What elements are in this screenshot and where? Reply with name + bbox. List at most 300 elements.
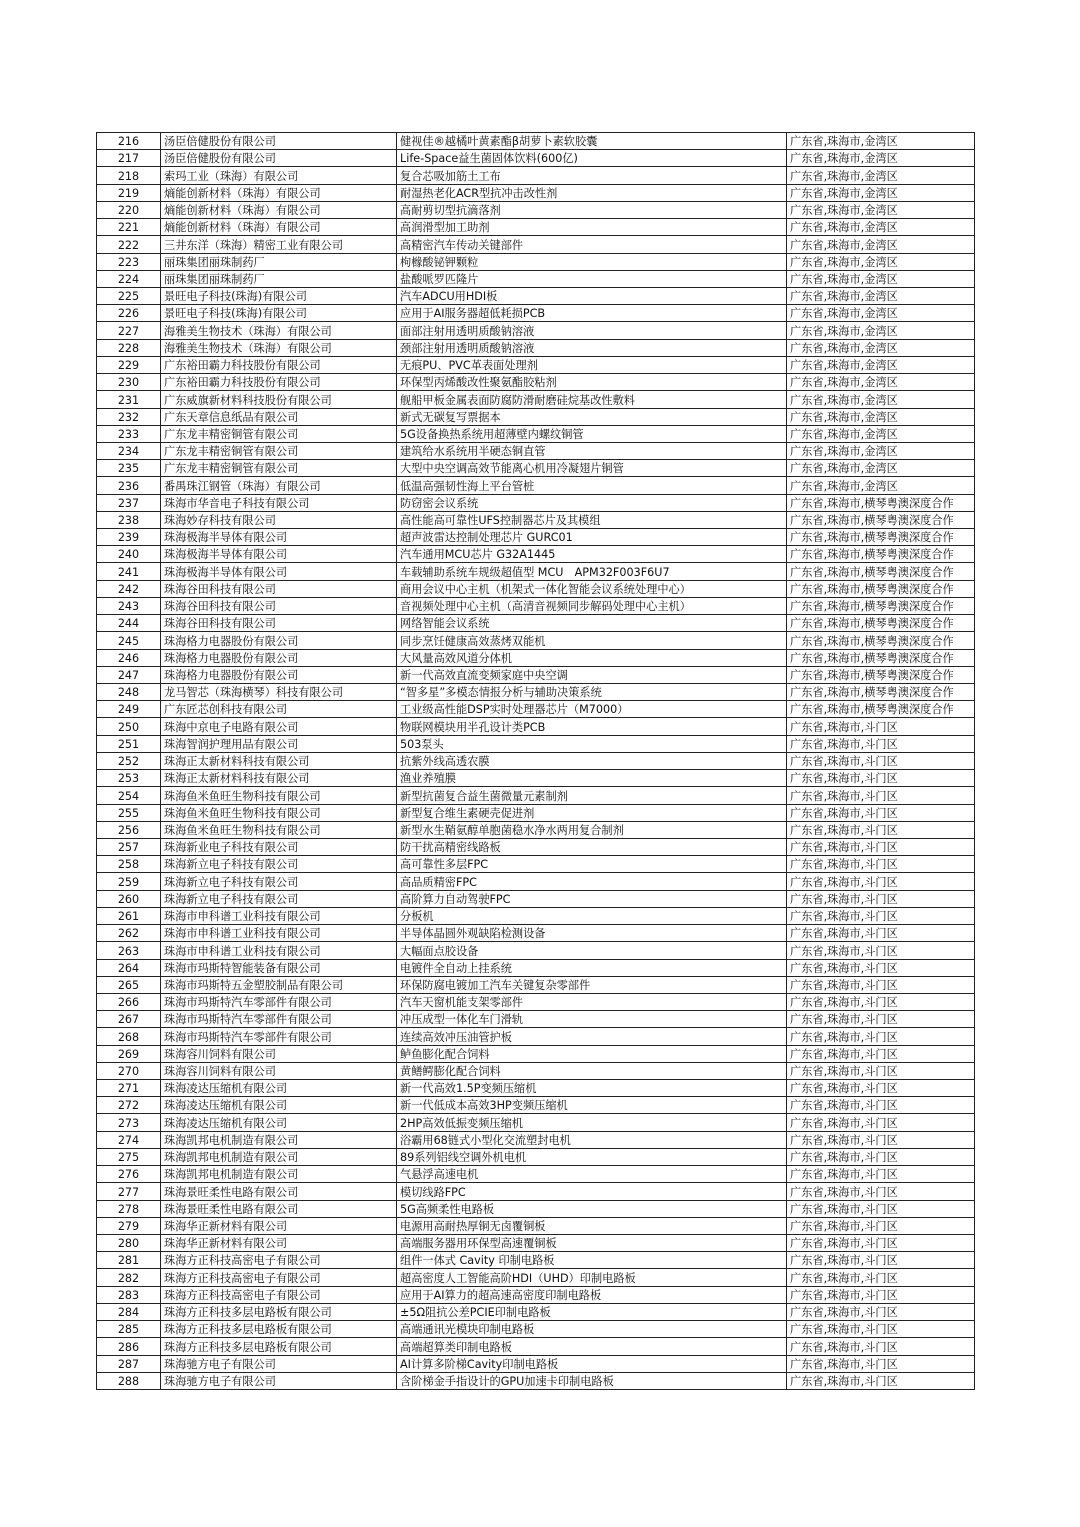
table-row bbox=[97, 305, 975, 322]
table-row bbox=[97, 1321, 975, 1338]
region-cell: 广东省,珠海市,斗门区 bbox=[787, 1131, 975, 1148]
product-cell: 浴霸用68链式小型化交流塑封电机 bbox=[397, 1131, 787, 1148]
product-cell: 鲈鱼膨化配合饲料 bbox=[397, 1045, 787, 1062]
row-number-cell: 270 bbox=[97, 1062, 161, 1079]
region-cell: 广东省,珠海市,金湾区 bbox=[787, 270, 975, 287]
row-number-cell: 251 bbox=[97, 735, 161, 752]
region-cell: 广东省,珠海市,斗门区 bbox=[787, 838, 975, 855]
table-row bbox=[97, 976, 975, 993]
region-cell: 广东省,珠海市,斗门区 bbox=[787, 1080, 975, 1097]
table-row bbox=[97, 460, 975, 477]
region-cell: 广东省,珠海市,斗门区 bbox=[787, 925, 975, 942]
region-cell: 广东省,珠海市,斗门区 bbox=[787, 976, 975, 993]
company-cell: 珠海凯邦电机制造有限公司 bbox=[161, 1166, 397, 1183]
table-row bbox=[97, 787, 975, 804]
product-cell: 高端通讯光模块印制电路板 bbox=[397, 1321, 787, 1338]
table-row bbox=[97, 907, 975, 924]
table-row bbox=[97, 1097, 975, 1114]
product-cell: 503泵头 bbox=[397, 735, 787, 752]
product-cell: AI计算多阶梯Cavity印制电路板 bbox=[397, 1355, 787, 1372]
product-cell: 颈部注射用透明质酸钠溶液 bbox=[397, 339, 787, 356]
company-cell: 珠海极海半导体有限公司 bbox=[161, 563, 397, 580]
product-cell: ±5Ω阻抗公差PCIE印制电路板 bbox=[397, 1303, 787, 1320]
company-cell: 珠海中京电子电路有限公司 bbox=[161, 718, 397, 735]
region-cell: 广东省,珠海市,横琴粤澳深度合作 bbox=[787, 546, 975, 563]
row-number-cell: 258 bbox=[97, 856, 161, 873]
product-cell: 高端超算类印制电路板 bbox=[397, 1338, 787, 1355]
table-row bbox=[97, 597, 975, 614]
table-row bbox=[97, 546, 975, 563]
company-cell: 珠海方正科技多层电路板有限公司 bbox=[161, 1303, 397, 1320]
table-row bbox=[97, 1148, 975, 1165]
region-cell: 广东省,珠海市,横琴粤澳深度合作 bbox=[787, 615, 975, 632]
region-cell: 广东省,珠海市,斗门区 bbox=[787, 890, 975, 907]
company-cell: 海雅美生物技术（珠海）有限公司 bbox=[161, 322, 397, 339]
region-cell: 广东省,珠海市,斗门区 bbox=[787, 752, 975, 769]
company-cell: 珠海新立电子科技有限公司 bbox=[161, 873, 397, 890]
row-number-cell: 276 bbox=[97, 1166, 161, 1183]
company-cell: 珠海市申科谱工业科技有限公司 bbox=[161, 942, 397, 959]
table-row bbox=[97, 718, 975, 735]
region-cell: 广东省,珠海市,斗门区 bbox=[787, 1321, 975, 1338]
row-number-cell: 231 bbox=[97, 391, 161, 408]
company-cell: 熵能创新材料（珠海）有限公司 bbox=[161, 184, 397, 201]
table-row bbox=[97, 219, 975, 236]
region-cell: 广东省,珠海市,斗门区 bbox=[787, 1062, 975, 1079]
company-cell: 珠海方正科技多层电路板有限公司 bbox=[161, 1338, 397, 1355]
row-number-cell: 275 bbox=[97, 1148, 161, 1165]
region-cell: 广东省,珠海市,斗门区 bbox=[787, 907, 975, 924]
company-cell: 珠海凌达压缩机有限公司 bbox=[161, 1114, 397, 1131]
company-cell: 汤臣倍健股份有限公司 bbox=[161, 133, 397, 150]
product-cell: 组件一体式 Cavity 印制电路板 bbox=[397, 1252, 787, 1269]
company-cell: 珠海方正科技多层电路板有限公司 bbox=[161, 1321, 397, 1338]
region-cell: 广东省,珠海市,斗门区 bbox=[787, 1183, 975, 1200]
product-cell: Life-Space益生菌固体饮料(600亿) bbox=[397, 150, 787, 167]
row-number-cell: 246 bbox=[97, 649, 161, 666]
product-cell: 面部注射用透明质酸钠溶液 bbox=[397, 322, 787, 339]
product-cell: 高阶算力自动驾驶FPC bbox=[397, 890, 787, 907]
region-cell: 广东省,珠海市,斗门区 bbox=[787, 1097, 975, 1114]
company-cell: 珠海格力电器股份有限公司 bbox=[161, 649, 397, 666]
row-number-cell: 221 bbox=[97, 219, 161, 236]
company-cell: 珠海方正科技高密电子有限公司 bbox=[161, 1269, 397, 1286]
company-cell: 珠海谷田科技有限公司 bbox=[161, 615, 397, 632]
region-cell: 广东省,珠海市,斗门区 bbox=[787, 787, 975, 804]
product-cell: 渔业养殖膜 bbox=[397, 770, 787, 787]
region-cell: 广东省,珠海市,金湾区 bbox=[787, 477, 975, 494]
row-number-cell: 222 bbox=[97, 236, 161, 253]
region-cell: 广东省,珠海市,斗门区 bbox=[787, 1114, 975, 1131]
region-cell: 广东省,珠海市,横琴粤澳深度合作 bbox=[787, 580, 975, 597]
region-cell: 广东省,珠海市,斗门区 bbox=[787, 1338, 975, 1355]
row-number-cell: 232 bbox=[97, 408, 161, 425]
table-row bbox=[97, 1080, 975, 1097]
row-number-cell: 278 bbox=[97, 1200, 161, 1217]
product-cell: 高品质精密FPC bbox=[397, 873, 787, 890]
company-cell: 珠海极海半导体有限公司 bbox=[161, 529, 397, 546]
table-row bbox=[97, 1355, 975, 1372]
company-cell: 珠海格力电器股份有限公司 bbox=[161, 666, 397, 683]
row-number-cell: 285 bbox=[97, 1321, 161, 1338]
product-cell: 新一代低成本高效3HP变频压缩机 bbox=[397, 1097, 787, 1114]
product-cell: 含阶梯金手指设计的GPU加速卡印制电路板 bbox=[397, 1372, 787, 1389]
company-cell: 珠海新业电子科技有限公司 bbox=[161, 838, 397, 855]
region-cell: 广东省,珠海市,金湾区 bbox=[787, 425, 975, 442]
region-cell: 广东省,珠海市,斗门区 bbox=[787, 770, 975, 787]
region-cell: 广东省,珠海市,斗门区 bbox=[787, 1148, 975, 1165]
row-number-cell: 277 bbox=[97, 1183, 161, 1200]
row-number-cell: 267 bbox=[97, 1011, 161, 1028]
product-list-table bbox=[96, 132, 975, 1390]
table-row bbox=[97, 1269, 975, 1286]
company-cell: 珠海容川饲料有限公司 bbox=[161, 1045, 397, 1062]
row-number-cell: 273 bbox=[97, 1114, 161, 1131]
product-cell: 新一代高效1.5P变频压缩机 bbox=[397, 1080, 787, 1097]
region-cell: 广东省,珠海市,横琴粤澳深度合作 bbox=[787, 563, 975, 580]
company-cell: 索玛工业（珠海）有限公司 bbox=[161, 167, 397, 184]
product-cell: 新型水生鞘氨醇单胞菌稳水净水两用复合制剂 bbox=[397, 821, 787, 838]
row-number-cell: 262 bbox=[97, 925, 161, 942]
product-cell: 冲压成型一体化车门滑轨 bbox=[397, 1011, 787, 1028]
company-cell: 珠海景旺柔性电路有限公司 bbox=[161, 1183, 397, 1200]
region-cell: 广东省,珠海市,横琴粤澳深度合作 bbox=[787, 701, 975, 718]
row-number-cell: 252 bbox=[97, 752, 161, 769]
company-cell: 珠海市玛斯特汽车零部件有限公司 bbox=[161, 1028, 397, 1045]
product-cell: 环保型丙烯酸改性聚氨酯胶粘剂 bbox=[397, 374, 787, 391]
product-cell: 汽车通用MCU芯片 G32A1445 bbox=[397, 546, 787, 563]
row-number-cell: 272 bbox=[97, 1097, 161, 1114]
region-cell: 广东省,珠海市,金湾区 bbox=[787, 460, 975, 477]
region-cell: 广东省,珠海市,金湾区 bbox=[787, 391, 975, 408]
company-cell: 番禺珠江钢管（珠海）有限公司 bbox=[161, 477, 397, 494]
product-cell: 无痕PU、PVC革表面处理剂 bbox=[397, 356, 787, 373]
region-cell: 广东省,珠海市,金湾区 bbox=[787, 236, 975, 253]
company-cell: 珠海华正新材料有限公司 bbox=[161, 1235, 397, 1252]
row-number-cell: 226 bbox=[97, 305, 161, 322]
table-row bbox=[97, 236, 975, 253]
table-row bbox=[97, 993, 975, 1010]
product-cell: 新型抗菌复合益生菌微量元素制剂 bbox=[397, 787, 787, 804]
table-row bbox=[97, 442, 975, 459]
product-cell: 枸橼酸铋钾颗粒 bbox=[397, 253, 787, 270]
company-cell: 珠海鱼米鱼旺生物科技有限公司 bbox=[161, 821, 397, 838]
region-cell: 广东省,珠海市,金湾区 bbox=[787, 322, 975, 339]
table-row bbox=[97, 684, 975, 701]
company-cell: 广东龙丰精密铜管有限公司 bbox=[161, 460, 397, 477]
region-cell: 广东省,珠海市,金湾区 bbox=[787, 408, 975, 425]
row-number-cell: 237 bbox=[97, 494, 161, 511]
product-cell: 耐湿热老化ACR型抗冲击改性剂 bbox=[397, 184, 787, 201]
company-cell: 珠海容川饲料有限公司 bbox=[161, 1062, 397, 1079]
company-cell: 珠海鱼米鱼旺生物科技有限公司 bbox=[161, 787, 397, 804]
row-number-cell: 233 bbox=[97, 425, 161, 442]
product-cell: 高润滑型加工助剂 bbox=[397, 219, 787, 236]
product-cell: 环保防腐电镀加工汽车关键复杂零部件 bbox=[397, 976, 787, 993]
company-cell: 珠海凌达压缩机有限公司 bbox=[161, 1097, 397, 1114]
row-number-cell: 260 bbox=[97, 890, 161, 907]
region-cell: 广东省,珠海市,斗门区 bbox=[787, 942, 975, 959]
region-cell: 广东省,珠海市,斗门区 bbox=[787, 1269, 975, 1286]
region-cell: 广东省,珠海市,金湾区 bbox=[787, 133, 975, 150]
product-cell: 盐酸哌罗匹隆片 bbox=[397, 270, 787, 287]
row-number-cell: 234 bbox=[97, 442, 161, 459]
row-number-cell: 283 bbox=[97, 1286, 161, 1303]
table-row bbox=[97, 201, 975, 218]
region-cell: 广东省,珠海市,斗门区 bbox=[787, 1011, 975, 1028]
product-cell: 高性能高可靠性UFS控制器芯片及其模组 bbox=[397, 511, 787, 528]
region-cell: 广东省,珠海市,斗门区 bbox=[787, 718, 975, 735]
region-cell: 广东省,珠海市,斗门区 bbox=[787, 804, 975, 821]
product-cell: 89系列铝线空调外机电机 bbox=[397, 1148, 787, 1165]
table-row bbox=[97, 133, 975, 150]
region-cell: 广东省,珠海市,横琴粤澳深度合作 bbox=[787, 511, 975, 528]
table-row bbox=[97, 701, 975, 718]
company-cell: 广东龙丰精密铜管有限公司 bbox=[161, 442, 397, 459]
table-row bbox=[97, 890, 975, 907]
product-cell: 汽车ADCU用HDI板 bbox=[397, 287, 787, 304]
product-cell: 气悬浮高速电机 bbox=[397, 1166, 787, 1183]
table-row bbox=[97, 1114, 975, 1131]
company-cell: 海雅美生物技术（珠海）有限公司 bbox=[161, 339, 397, 356]
table-row bbox=[97, 1011, 975, 1028]
table-row bbox=[97, 184, 975, 201]
row-number-cell: 224 bbox=[97, 270, 161, 287]
table-row bbox=[97, 150, 975, 167]
product-cell: 模切线路FPC bbox=[397, 1183, 787, 1200]
product-cell: 大幅面点胶设备 bbox=[397, 942, 787, 959]
company-cell: 珠海正太新材料科技有限公司 bbox=[161, 770, 397, 787]
company-cell: 珠海智润护理用品有限公司 bbox=[161, 735, 397, 752]
row-number-cell: 216 bbox=[97, 133, 161, 150]
company-cell: 珠海华正新材料有限公司 bbox=[161, 1217, 397, 1234]
product-cell: 高精密汽车传动关键部件 bbox=[397, 236, 787, 253]
region-cell: 广东省,珠海市,斗门区 bbox=[787, 1355, 975, 1372]
table-row bbox=[97, 959, 975, 976]
table-row bbox=[97, 615, 975, 632]
product-cell: 低温高强韧性海上平台管桩 bbox=[397, 477, 787, 494]
product-cell: 复合芯吸加筋土工布 bbox=[397, 167, 787, 184]
company-cell: 景旺电子科技(珠海)有限公司 bbox=[161, 305, 397, 322]
row-number-cell: 217 bbox=[97, 150, 161, 167]
region-cell: 广东省,珠海市,斗门区 bbox=[787, 1200, 975, 1217]
table-row bbox=[97, 477, 975, 494]
product-cell: 新型复合维生素硬壳促进剂 bbox=[397, 804, 787, 821]
table-row bbox=[97, 408, 975, 425]
region-cell: 广东省,珠海市,金湾区 bbox=[787, 167, 975, 184]
table-row bbox=[97, 1166, 975, 1183]
region-cell: 广东省,珠海市,斗门区 bbox=[787, 1252, 975, 1269]
table-row bbox=[97, 511, 975, 528]
region-cell: 广东省,珠海市,金湾区 bbox=[787, 442, 975, 459]
table-row bbox=[97, 1131, 975, 1148]
row-number-cell: 227 bbox=[97, 322, 161, 339]
company-cell: 三井东洋（珠海）精密工业有限公司 bbox=[161, 236, 397, 253]
row-number-cell: 228 bbox=[97, 339, 161, 356]
row-number-cell: 236 bbox=[97, 477, 161, 494]
company-cell: 丽珠集团丽珠制药厂 bbox=[161, 270, 397, 287]
region-cell: 广东省,珠海市,金湾区 bbox=[787, 356, 975, 373]
company-cell: 丽珠集团丽珠制药厂 bbox=[161, 253, 397, 270]
product-cell: 同步烹饪健康高效蒸烤双能机 bbox=[397, 632, 787, 649]
product-cell: 5G高频柔性电路板 bbox=[397, 1200, 787, 1217]
table-row bbox=[97, 1045, 975, 1062]
row-number-cell: 240 bbox=[97, 546, 161, 563]
company-cell: 珠海凌达压缩机有限公司 bbox=[161, 1080, 397, 1097]
table-row bbox=[97, 494, 975, 511]
region-cell: 广东省,珠海市,斗门区 bbox=[787, 1217, 975, 1234]
table-row bbox=[97, 735, 975, 752]
region-cell: 广东省,珠海市,横琴粤澳深度合作 bbox=[787, 632, 975, 649]
row-number-cell: 241 bbox=[97, 563, 161, 580]
region-cell: 广东省,珠海市,斗门区 bbox=[787, 1235, 975, 1252]
company-cell: 珠海极海半导体有限公司 bbox=[161, 546, 397, 563]
row-number-cell: 264 bbox=[97, 959, 161, 976]
company-cell: 珠海新立电子科技有限公司 bbox=[161, 856, 397, 873]
table-row bbox=[97, 167, 975, 184]
company-cell: 广东威旗新材料科技股份有限公司 bbox=[161, 391, 397, 408]
product-cell: 半导体晶圆外观缺陷检测设备 bbox=[397, 925, 787, 942]
product-cell: 应用于AI服务器超低耗损PCB bbox=[397, 305, 787, 322]
region-cell: 广东省,珠海市,金湾区 bbox=[787, 219, 975, 236]
table-row bbox=[97, 1235, 975, 1252]
product-cell: 舰船甲板金属表面防腐防滑耐磨硅烷基改性敷料 bbox=[397, 391, 787, 408]
table-row bbox=[97, 752, 975, 769]
row-number-cell: 257 bbox=[97, 838, 161, 855]
product-cell: 健视佳®越橘叶黄素酯β胡萝卜素软胶囊 bbox=[397, 133, 787, 150]
table-row bbox=[97, 1252, 975, 1269]
table-row bbox=[97, 632, 975, 649]
product-cell: 汽车天窗机能支架零部件 bbox=[397, 993, 787, 1010]
company-cell: 珠海景旺柔性电路有限公司 bbox=[161, 1200, 397, 1217]
company-cell: 珠海市华音电子科技有限公司 bbox=[161, 494, 397, 511]
company-cell: 珠海方正科技高密电子有限公司 bbox=[161, 1252, 397, 1269]
region-cell: 广东省,珠海市,金湾区 bbox=[787, 201, 975, 218]
table-row bbox=[97, 925, 975, 942]
company-cell: 珠海谷田科技有限公司 bbox=[161, 597, 397, 614]
row-number-cell: 263 bbox=[97, 942, 161, 959]
company-cell: 珠海驰方电子有限公司 bbox=[161, 1372, 397, 1389]
table-row bbox=[97, 425, 975, 442]
product-cell: 5G设备换热系统用超薄壁内螺纹铜管 bbox=[397, 425, 787, 442]
table-row bbox=[97, 356, 975, 373]
row-number-cell: 265 bbox=[97, 976, 161, 993]
table-body bbox=[97, 133, 975, 1390]
company-cell: 珠海驰方电子有限公司 bbox=[161, 1355, 397, 1372]
company-cell: 珠海妙存科技有限公司 bbox=[161, 511, 397, 528]
region-cell: 广东省,珠海市,金湾区 bbox=[787, 184, 975, 201]
region-cell: 广东省,珠海市,斗门区 bbox=[787, 1303, 975, 1320]
row-number-cell: 287 bbox=[97, 1355, 161, 1372]
product-cell: 新一代高效直流变频家庭中央空调 bbox=[397, 666, 787, 683]
row-number-cell: 239 bbox=[97, 529, 161, 546]
region-cell: 广东省,珠海市,金湾区 bbox=[787, 150, 975, 167]
company-cell: 珠海市玛斯特汽车零部件有限公司 bbox=[161, 1011, 397, 1028]
table-row bbox=[97, 374, 975, 391]
table-row bbox=[97, 1338, 975, 1355]
company-cell: 珠海市玛斯特五金塑胶制品有限公司 bbox=[161, 976, 397, 993]
row-number-cell: 238 bbox=[97, 511, 161, 528]
product-cell: 大风量高效风道分体机 bbox=[397, 649, 787, 666]
row-number-cell: 279 bbox=[97, 1217, 161, 1234]
product-cell: 车载辅助系统车规级超值型 MCU APM32F003F6U7 bbox=[397, 563, 787, 580]
region-cell: 广东省,珠海市,金湾区 bbox=[787, 287, 975, 304]
row-number-cell: 230 bbox=[97, 374, 161, 391]
region-cell: 广东省,珠海市,斗门区 bbox=[787, 735, 975, 752]
product-cell: 网络智能会议系统 bbox=[397, 615, 787, 632]
company-cell: 珠海方正科技高密电子有限公司 bbox=[161, 1286, 397, 1303]
company-cell: 珠海凯邦电机制造有限公司 bbox=[161, 1131, 397, 1148]
row-number-cell: 288 bbox=[97, 1372, 161, 1389]
company-cell: 珠海正太新材料科技有限公司 bbox=[161, 752, 397, 769]
row-number-cell: 220 bbox=[97, 201, 161, 218]
region-cell: 广东省,珠海市,金湾区 bbox=[787, 374, 975, 391]
product-cell: 分板机 bbox=[397, 907, 787, 924]
product-cell: 建筑给水系统用半硬态铜直管 bbox=[397, 442, 787, 459]
row-number-cell: 284 bbox=[97, 1303, 161, 1320]
product-cell: 超声波雷达控制处理芯片 GURC01 bbox=[397, 529, 787, 546]
region-cell: 广东省,珠海市,横琴粤澳深度合作 bbox=[787, 666, 975, 683]
company-cell: 广东龙丰精密铜管有限公司 bbox=[161, 425, 397, 442]
region-cell: 广东省,珠海市,横琴粤澳深度合作 bbox=[787, 649, 975, 666]
region-cell: 广东省,珠海市,斗门区 bbox=[787, 856, 975, 873]
row-number-cell: 253 bbox=[97, 770, 161, 787]
region-cell: 广东省,珠海市,斗门区 bbox=[787, 1028, 975, 1045]
region-cell: 广东省,珠海市,斗门区 bbox=[787, 959, 975, 976]
row-number-cell: 225 bbox=[97, 287, 161, 304]
company-cell: 珠海格力电器股份有限公司 bbox=[161, 632, 397, 649]
company-cell: 龙马智芯（珠海横琴）科技有限公司 bbox=[161, 684, 397, 701]
row-number-cell: 248 bbox=[97, 684, 161, 701]
table-row bbox=[97, 580, 975, 597]
company-cell: 珠海谷田科技有限公司 bbox=[161, 580, 397, 597]
product-cell: 物联网模块用半孔设计类PCB bbox=[397, 718, 787, 735]
company-cell: 熵能创新材料（珠海）有限公司 bbox=[161, 201, 397, 218]
company-cell: 广东匠芯创科技有限公司 bbox=[161, 701, 397, 718]
region-cell: 广东省,珠海市,斗门区 bbox=[787, 1045, 975, 1062]
product-cell: “智多星”多模态情报分析与辅助决策系统 bbox=[397, 684, 787, 701]
table-row bbox=[97, 942, 975, 959]
product-cell: 抗紫外线高透农膜 bbox=[397, 752, 787, 769]
row-number-cell: 281 bbox=[97, 1252, 161, 1269]
product-cell: 连续高效冲压油管护板 bbox=[397, 1028, 787, 1045]
table-row bbox=[97, 270, 975, 287]
product-cell: 音视频处理中心主机（高清音视频同步解码处理中心主机） bbox=[397, 597, 787, 614]
region-cell: 广东省,珠海市,斗门区 bbox=[787, 1372, 975, 1389]
table-row bbox=[97, 1286, 975, 1303]
region-cell: 广东省,珠海市,横琴粤澳深度合作 bbox=[787, 494, 975, 511]
region-cell: 广东省,珠海市,横琴粤澳深度合作 bbox=[787, 684, 975, 701]
table-row bbox=[97, 563, 975, 580]
row-number-cell: 244 bbox=[97, 615, 161, 632]
table-row bbox=[97, 253, 975, 270]
table-row bbox=[97, 666, 975, 683]
table-row bbox=[97, 821, 975, 838]
region-cell: 广东省,珠海市,斗门区 bbox=[787, 821, 975, 838]
product-cell: 大型中央空调高效节能离心机用冷凝翅片铜管 bbox=[397, 460, 787, 477]
table-row bbox=[97, 391, 975, 408]
product-cell: 黄鳝鳄膨化配合饲料 bbox=[397, 1062, 787, 1079]
row-number-cell: 256 bbox=[97, 821, 161, 838]
product-cell: 2HP高效低振变频压缩机 bbox=[397, 1114, 787, 1131]
table-row bbox=[97, 287, 975, 304]
row-number-cell: 254 bbox=[97, 787, 161, 804]
row-number-cell: 268 bbox=[97, 1028, 161, 1045]
company-cell: 珠海市玛斯特智能装备有限公司 bbox=[161, 959, 397, 976]
table-row bbox=[97, 838, 975, 855]
row-number-cell: 235 bbox=[97, 460, 161, 477]
region-cell: 广东省,珠海市,金湾区 bbox=[787, 253, 975, 270]
